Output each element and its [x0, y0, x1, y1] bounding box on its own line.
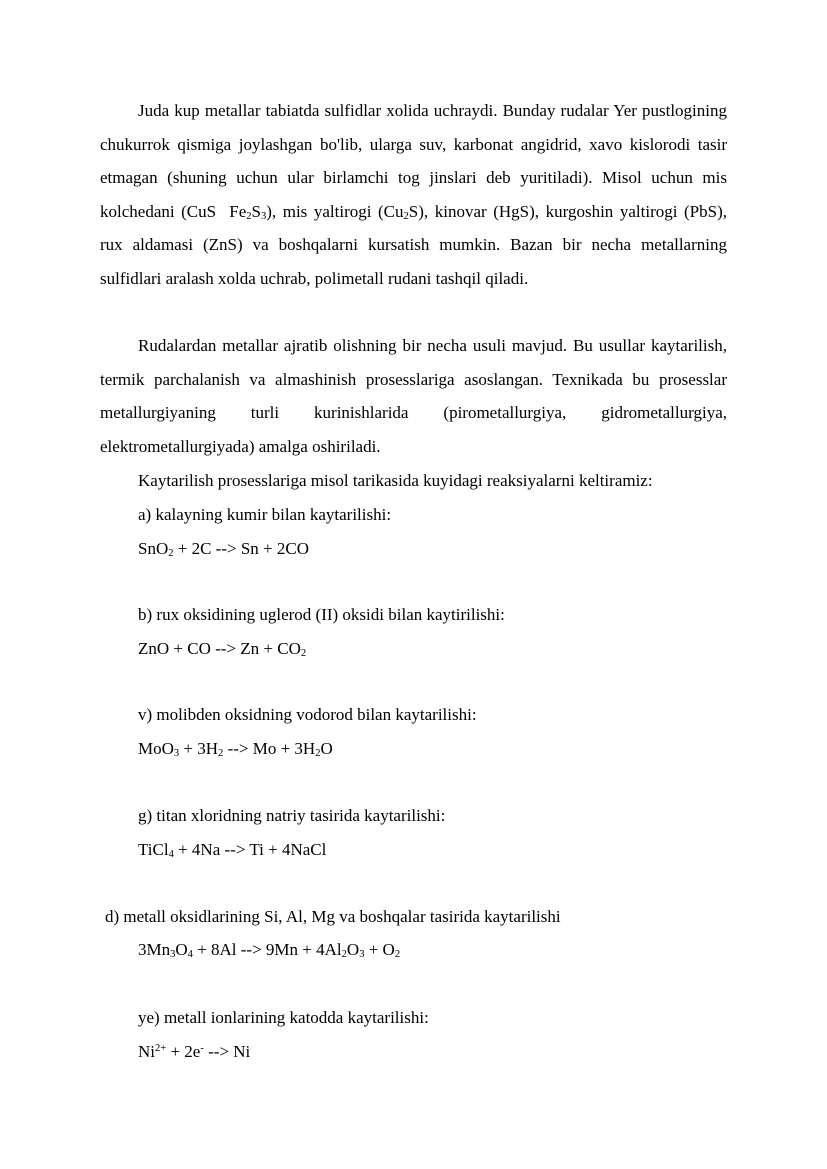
paragraph-sulfides: Juda kup metallar tabiatda sulfidlar xolida uchraydi. Bunday rudalar Yer pustlogining chukurrok qismiga joylashgan bo'lib, ularga suv, karbonat angidrid, xavo kislorodi tasir etmagan (shuning uchun ular birlamchi tog jinslari deb yuritiladi). Misol uchun mis kolchedani (CuS $Fe_2S_3$), mis yaltirogi $(Cu_2S)$, kinovar (HgS), kurgoshin yaltirogi (PbS), rux aldamasi (ZnS) va boshqalarni kursatish mumkin. Bazan bir necha metallarning sulfidlari aralash xolda uchrab, polimetall rudani tashqil qiladi. [100, 101, 728, 288]
reaction-a-equation: SnO$_2$ + 2C --> Sn + 2CO [138, 539, 309, 560]
reaction-a-label: a) kalayning kumir bilan kaytarilishi: [138, 505, 392, 524]
reaction-v-label: v) molibden oksidning vodorod bilan kaytarilishi: [138, 705, 477, 724]
reaction-ye-equation: $Ni^{2+} + 2e^-$ --> Ni [138, 1042, 251, 1061]
reaction-d-equation: $3Mn_3O_4 + 8Al$ --> $9Mn + 4Al_2O_3 + O_2$ [138, 940, 401, 961]
intro-line: Kaytarilish prosesslariga misol tarikasida kuyidagi reaksiyalarni keltiramiz: [138, 471, 653, 490]
reaction-ye-label: ye) metall ionlarining katodda kaytarilishi: [138, 1008, 429, 1027]
paragraph-methods: Rudalardan metallar ajratib olishning bir necha usuli mavjud. Bu usullar kaytarilish, termik parchalanish va almashinish prosesslariga asoslangan. Texnikada bu prosesslar metallurgiyaning turli kurinishlarida (pirometallurgiya, gidrometallurgiya, elektrometallurgiyada) amalga oshiriladi. [100, 336, 727, 456]
reaction-g-equation: TiCl$_4$ + 4Na --> Ti + 4NaCl [138, 840, 327, 861]
reaction-v-equation: $MoO_3 + 3H_2$ --> $Mo + 3H_2O$ [138, 739, 333, 760]
reaction-b-label: b) rux oksidining uglerod (II) oksidi bilan kaytirilishi: [138, 605, 505, 624]
reaction-g-label: g) titan xloridning natriy tasirida kaytarilishi: [138, 806, 446, 825]
reaction-b-equation: ZnO + CO --> $Zn + CO_2$ [138, 639, 307, 660]
reaction-d-label: d) metall oksidlarining Si, Al, Mg va boshqalar tasirida kaytarilishi [105, 907, 561, 926]
